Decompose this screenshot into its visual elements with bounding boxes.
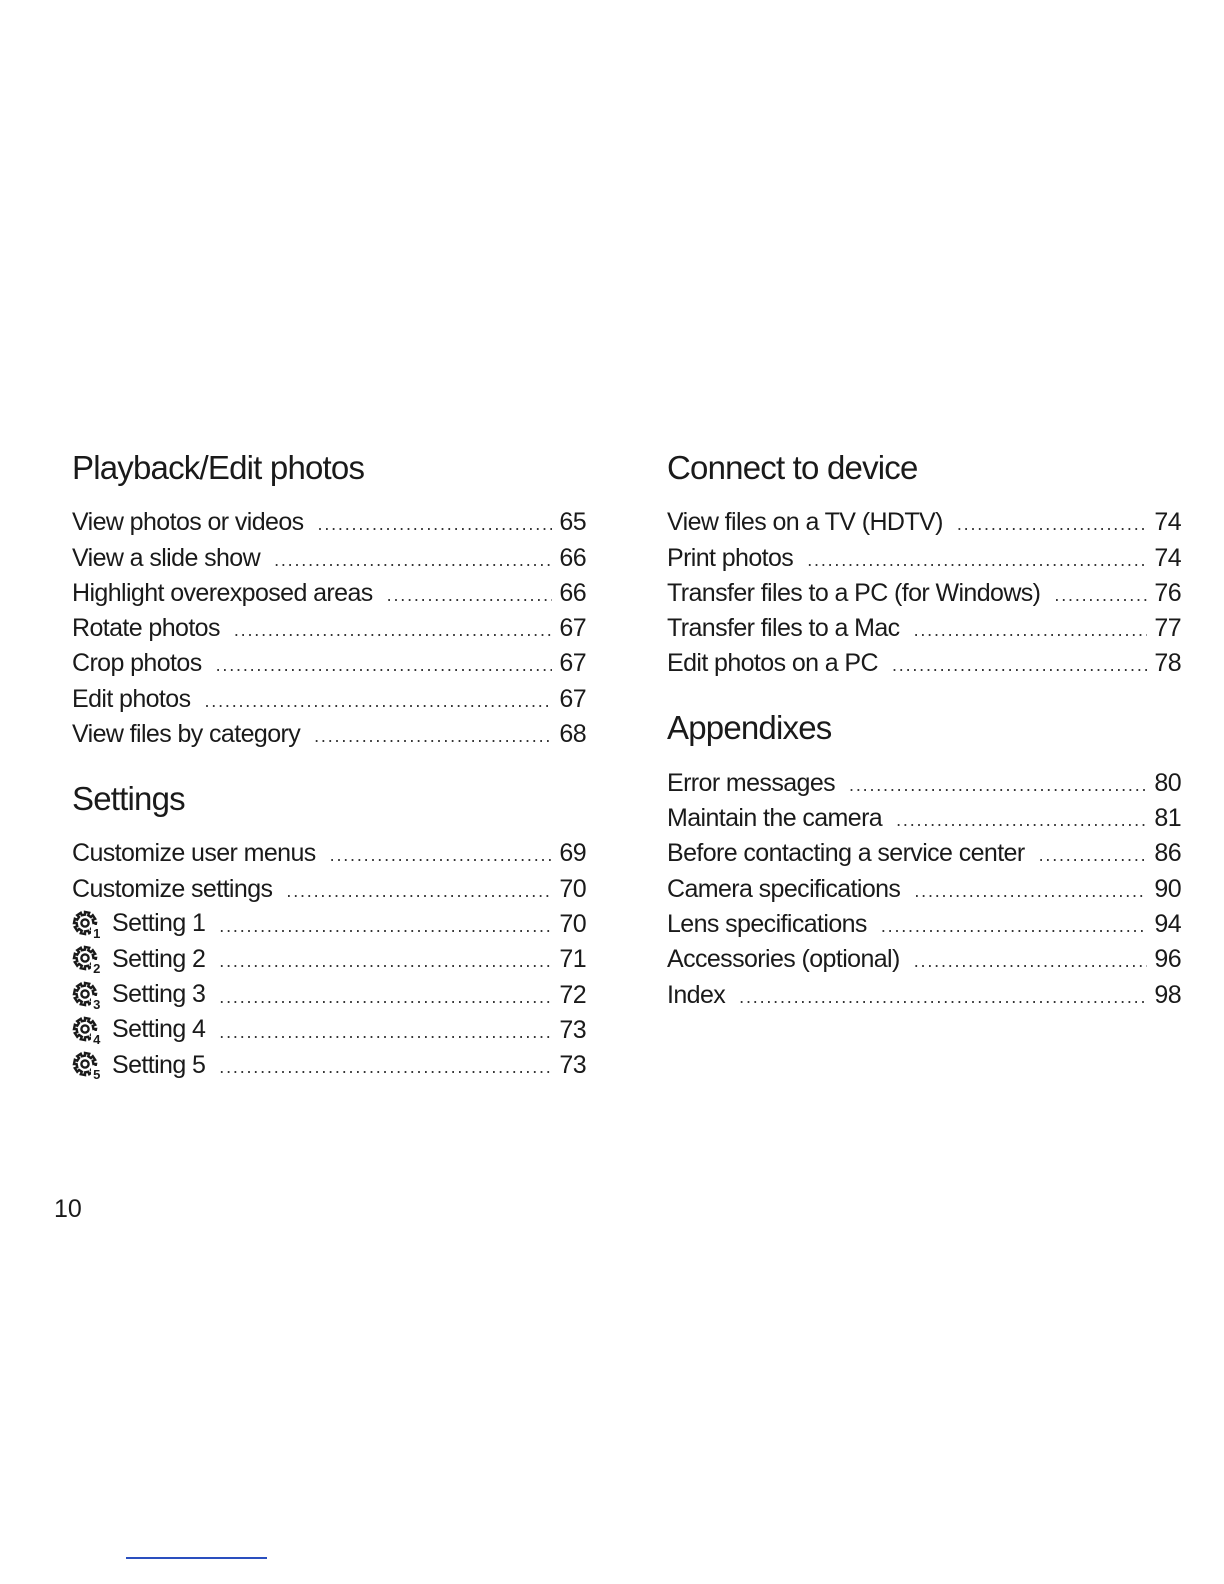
toc-entry-highlight-overexposed-areas[interactable] [72, 573, 586, 608]
toc-page-number: 66 [559, 578, 586, 607]
toc-entry-text: Index [667, 980, 726, 1009]
dot-leader [205, 1055, 552, 1080]
dot-leader [205, 949, 552, 974]
dot-leader [205, 985, 552, 1010]
toc-entry-label [667, 804, 882, 833]
toc-entry-label [667, 981, 725, 1010]
toc-entry-text: Setting 2 [112, 944, 206, 973]
toc-entry-text: Highlight overexposed areas [72, 578, 373, 607]
toc-entry-setting-4[interactable] [72, 1010, 586, 1045]
svg-text:4: 4 [93, 1031, 100, 1045]
dot-leader [867, 914, 1147, 939]
toc-page-number: 81 [1154, 804, 1181, 833]
toc-entry-accessories-optional[interactable] [667, 939, 1181, 974]
toc-entry-setting-1[interactable] [72, 904, 586, 939]
toc-page-number: 70 [559, 874, 586, 903]
toc-page-number: 98 [1154, 980, 1181, 1009]
dot-leader [205, 1020, 552, 1045]
toc-page-number: 71 [559, 945, 586, 974]
toc-entry-label [72, 1050, 205, 1080]
toc-entry-label [667, 579, 1040, 608]
toc-column-right [667, 448, 1181, 1010]
toc-entry-text: Setting 4 [112, 1015, 206, 1044]
section-title: Appendixes [667, 709, 832, 747]
toc-section-settings [72, 779, 586, 1080]
dot-leader [191, 689, 553, 714]
toc-entry-customize-user-menus[interactable] [72, 833, 586, 868]
svg-text:3: 3 [93, 996, 100, 1010]
toc-entry-text: Rotate photos [72, 614, 220, 643]
toc-page-number: 76 [1154, 578, 1181, 607]
toc-entry-label [667, 945, 900, 974]
toc-entry-text: Setting 5 [112, 1050, 206, 1079]
gear-4-icon [72, 1015, 112, 1045]
toc-page-number: 67 [559, 684, 586, 713]
toc-entry-lens-specifications[interactable] [667, 904, 1181, 939]
toc-list [72, 502, 586, 749]
dot-leader [1040, 583, 1147, 608]
toc-entry-text: Maintain the camera [667, 804, 883, 833]
toc-entry-label [667, 910, 867, 939]
toc-entry-text: Transfer files to a PC (for Windows) [667, 578, 1041, 607]
dot-leader [316, 843, 552, 868]
dot-leader [205, 914, 552, 939]
gear-5-icon [72, 1050, 112, 1080]
toc-entry-text: View files by category [72, 720, 301, 749]
toc-entry-label [72, 544, 260, 573]
dot-leader [793, 548, 1147, 573]
gear-3-icon [72, 980, 112, 1010]
toc-entry-print-photos[interactable] [667, 537, 1181, 572]
toc-entry-crop-photos[interactable] [72, 643, 586, 678]
toc-page-number: 94 [1154, 909, 1181, 938]
dot-leader [220, 618, 552, 643]
toc-entry-text: Customize user menus [72, 839, 316, 868]
toc-entry-text: Customize settings [72, 874, 273, 903]
dot-leader [373, 583, 552, 608]
toc-entry-label [667, 544, 793, 573]
toc-page-number: 69 [559, 839, 586, 868]
dot-leader [304, 512, 552, 537]
toc-entry-text: Setting 1 [112, 909, 206, 938]
toc-entry-text: Lens specifications [667, 909, 867, 938]
toc-entry-customize-settings[interactable] [72, 868, 586, 903]
footer-page-number: 10 [54, 1195, 82, 1223]
toc-entry-edit-photos-on-a-pc[interactable] [667, 643, 1181, 678]
toc-page-number: 78 [1154, 649, 1181, 678]
toc-page-number: 74 [1154, 508, 1181, 537]
toc-entry-label [72, 508, 304, 537]
toc-entry-view-files-by-category[interactable] [72, 714, 586, 749]
dot-leader [272, 879, 552, 904]
toc-page-number: 66 [559, 543, 586, 572]
toc-entry-label [667, 508, 943, 537]
toc-page-number: 68 [559, 720, 586, 749]
dot-leader [260, 548, 552, 573]
toc-page-number: 65 [559, 508, 586, 537]
toc-entry-transfer-files-to-a-mac[interactable] [667, 608, 1181, 643]
gear-2-icon [72, 944, 112, 974]
toc-entry-index[interactable] [667, 974, 1181, 1009]
toc-page-number: 72 [559, 980, 586, 1009]
dot-leader [835, 773, 1147, 798]
toc-entry-label [72, 720, 300, 749]
dot-leader [725, 985, 1147, 1010]
toc-entry-label [667, 614, 900, 643]
dot-leader [900, 949, 1147, 974]
toc-entry-setting-5[interactable] [72, 1045, 586, 1080]
toc-page-number: 67 [559, 649, 586, 678]
dot-leader [900, 618, 1147, 643]
toc-entry-text: Before contacting a service center [667, 839, 1025, 868]
toc-page-number: 90 [1154, 874, 1181, 903]
toc-entry-transfer-files-to-a-pc-for-windows[interactable] [667, 573, 1181, 608]
toc-page-number: 67 [559, 614, 586, 643]
toc-entry-label [72, 839, 316, 868]
toc-entry-text: Edit photos [72, 684, 191, 713]
svg-text:5: 5 [93, 1067, 100, 1081]
section-title: Settings [72, 780, 185, 818]
toc-section-appendixes [667, 708, 1181, 1009]
dot-leader [202, 653, 552, 678]
section-title: Playback/Edit photos [72, 449, 365, 486]
toc-entry-label [72, 685, 191, 714]
toc-entry-setting-3[interactable] [72, 974, 586, 1009]
toc-entry-text: View photos or videos [72, 508, 304, 537]
toc-entry-text: View files on a TV (HDTV) [667, 508, 943, 537]
toc-page-number: 70 [559, 909, 586, 938]
toc-entry-rotate-photos[interactable] [72, 608, 586, 643]
toc-page-number: 74 [1154, 543, 1181, 572]
toc-entry-label [667, 839, 1025, 868]
toc-section-playback-edit-photos [72, 448, 586, 749]
bottom-link-underline[interactable] [126, 1557, 267, 1559]
svg-text:1: 1 [93, 925, 100, 939]
toc-page-number: 73 [559, 1015, 586, 1044]
toc-entry-view-photos-or-videos[interactable] [72, 502, 586, 537]
toc-section-connect-to-device [667, 448, 1181, 678]
toc-page-number: 73 [559, 1051, 586, 1080]
toc-list [72, 833, 586, 1080]
gear-1-icon [72, 909, 112, 939]
toc-entry-text: Print photos [667, 543, 794, 572]
toc-entry-text: Camera specifications [667, 874, 901, 903]
toc-entry-setting-2[interactable] [72, 939, 586, 974]
dot-leader [900, 879, 1147, 904]
toc-entry-text: View a slide show [72, 543, 261, 572]
toc-entry-maintain-the-camera[interactable] [667, 798, 1181, 833]
toc-entry-label [667, 649, 878, 678]
toc-entry-label [72, 980, 205, 1010]
toc-entry-view-files-on-a-tv-hdtv[interactable] [667, 502, 1181, 537]
toc-entry-label [72, 944, 205, 974]
dot-leader [943, 512, 1147, 537]
dot-leader [300, 724, 552, 749]
svg-text:2: 2 [93, 961, 100, 975]
toc-page-number: 96 [1154, 945, 1181, 974]
toc-entry-text: Error messages [667, 768, 836, 797]
toc-entry-label [72, 614, 220, 643]
toc-page-number: 86 [1154, 839, 1181, 868]
toc-page-number: 80 [1154, 768, 1181, 797]
toc-entry-edit-photos[interactable] [72, 678, 586, 713]
toc-entry-text: Setting 3 [112, 980, 206, 1009]
toc-entry-label [72, 909, 205, 939]
dot-leader [878, 653, 1147, 678]
toc-list [667, 502, 1181, 678]
toc-page-number: 77 [1154, 614, 1181, 643]
toc-entry-text: Edit photos on a PC [667, 649, 878, 678]
section-title: Connect to device [667, 449, 918, 486]
toc-entry-camera-specifications[interactable] [667, 868, 1181, 903]
toc-entry-label [72, 875, 272, 904]
toc-entry-text: Accessories (optional) [667, 945, 900, 974]
toc-entry-label [667, 769, 835, 798]
toc-list [667, 762, 1181, 1009]
toc-entry-label [72, 579, 373, 608]
toc-entry-text: Transfer files to a Mac [667, 614, 900, 643]
toc-entry-label [72, 1015, 205, 1045]
toc-entry-error-messages[interactable] [667, 762, 1181, 797]
dot-leader [1025, 843, 1147, 868]
toc-entry-text: Crop photos [72, 649, 202, 678]
toc-entry-before-contacting-a-service-center[interactable] [667, 833, 1181, 868]
toc-entry-view-a-slide-show[interactable] [72, 537, 586, 572]
dot-leader [882, 808, 1147, 833]
toc-entry-label [667, 875, 900, 904]
toc-column-left [72, 448, 586, 1080]
toc-entry-label [72, 649, 202, 678]
